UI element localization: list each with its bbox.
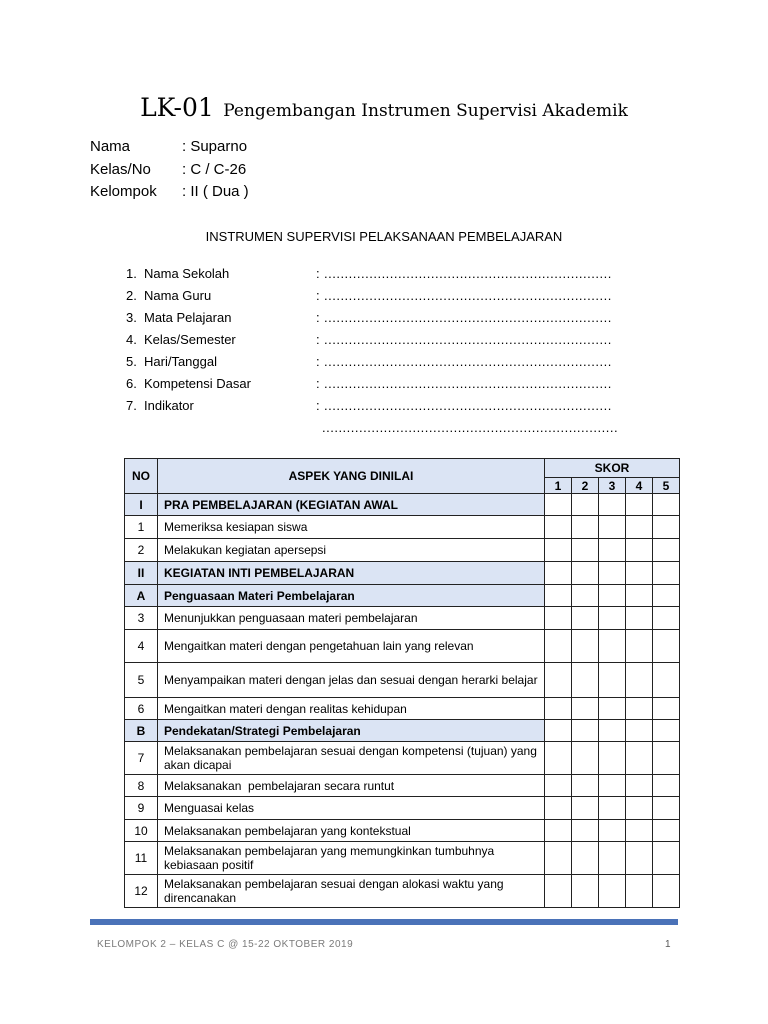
page-number: 1 <box>665 939 671 950</box>
info-separator: : <box>316 398 320 413</box>
score-cell[interactable] <box>653 539 680 562</box>
score-cell[interactable] <box>545 562 572 585</box>
info-label: Indikator <box>144 398 194 413</box>
score-cell[interactable] <box>626 607 653 630</box>
table-row <box>125 797 680 820</box>
score-cell[interactable] <box>626 820 653 842</box>
score-cell[interactable] <box>626 875 653 908</box>
row-aspect: Mengaitkan materi dengan realitas kehidupan <box>158 698 545 720</box>
section-row <box>125 585 680 607</box>
score-cell[interactable] <box>653 630 680 663</box>
score-cell[interactable] <box>599 585 626 607</box>
score-cell[interactable] <box>572 539 599 562</box>
score-cell[interactable] <box>572 742 599 775</box>
info-blank: ...................................................................... <box>324 266 612 281</box>
score-cell[interactable] <box>599 720 626 742</box>
identity-label: Kelas/No <box>90 160 151 178</box>
row-aspect: Memeriksa kesiapan siswa <box>158 516 545 539</box>
score-col-header: 3 <box>599 478 626 494</box>
score-cell[interactable] <box>653 494 680 516</box>
row-number: 12 <box>125 875 158 908</box>
row-aspect: Melaksanakan pembelajaran yang memungkinkan tumbuhnya kebiasaan positif <box>158 842 545 875</box>
score-cell[interactable] <box>572 516 599 539</box>
row-number: II <box>125 562 158 585</box>
score-cell[interactable] <box>653 663 680 698</box>
score-cell[interactable] <box>599 820 626 842</box>
score-cell[interactable] <box>626 742 653 775</box>
identity-value: : II ( Dua ) <box>182 183 249 200</box>
score-cell[interactable] <box>626 720 653 742</box>
info-blank: ...................................................................... <box>324 354 612 369</box>
score-cell[interactable] <box>626 775 653 797</box>
row-number: 5 <box>125 663 158 698</box>
score-cell[interactable] <box>572 630 599 663</box>
score-cell[interactable] <box>599 494 626 516</box>
score-cell[interactable] <box>599 842 626 875</box>
score-cell[interactable] <box>572 585 599 607</box>
score-cell[interactable] <box>572 494 599 516</box>
score-cell[interactable] <box>653 607 680 630</box>
row-aspect: Menyampaikan materi dengan jelas dan sesuai dengan herarki belajar <box>158 663 545 698</box>
score-cell[interactable] <box>653 775 680 797</box>
table-row <box>125 775 680 797</box>
info-row <box>126 310 612 332</box>
instrument-subtitle: INSTRUMEN SUPERVISI PELAKSANAAN PEMBELAJARAN <box>205 229 563 244</box>
identity-row <box>90 161 249 184</box>
row-number: 2 <box>125 539 158 562</box>
score-cell[interactable] <box>545 698 572 720</box>
info-fields <box>126 266 612 420</box>
row-number: 3 <box>125 607 158 630</box>
score-cell[interactable] <box>653 797 680 820</box>
score-cell[interactable] <box>599 797 626 820</box>
table-row <box>125 698 680 720</box>
score-cell[interactable] <box>572 698 599 720</box>
score-cell[interactable] <box>545 539 572 562</box>
info-separator: : <box>316 266 320 281</box>
info-row <box>126 332 612 354</box>
score-cell[interactable] <box>599 516 626 539</box>
footer-text: KELOMPOK 2 – KELAS C @ 15-22 OKTOBER 2019 <box>97 939 354 950</box>
info-blank: ...................................................................... <box>324 332 612 347</box>
score-cell[interactable] <box>572 720 599 742</box>
table-row <box>125 663 680 698</box>
score-cell[interactable] <box>599 562 626 585</box>
info-row <box>126 266 612 288</box>
table-row <box>125 742 680 775</box>
row-number: A <box>125 585 158 607</box>
score-cell[interactable] <box>653 820 680 842</box>
info-blank: ...................................................................... <box>324 310 612 325</box>
table-row <box>125 820 680 842</box>
score-cell[interactable] <box>545 494 572 516</box>
title-code: LK-01 <box>140 93 214 122</box>
table-row <box>125 607 680 630</box>
row-number: 10 <box>125 820 158 842</box>
identity-row <box>90 138 249 161</box>
score-col-header: 4 <box>626 478 653 494</box>
row-number: 11 <box>125 842 158 875</box>
info-separator: : <box>316 310 320 325</box>
score-cell[interactable] <box>653 562 680 585</box>
info-label: Kompetensi Dasar <box>144 376 251 391</box>
score-cell[interactable] <box>545 875 572 908</box>
table-row <box>125 842 680 875</box>
score-cell[interactable] <box>626 494 653 516</box>
score-cell[interactable] <box>653 875 680 908</box>
info-row <box>126 288 612 310</box>
row-aspect: Melaksanakan pembelajaran sesuai dengan kompetensi (tujuan) yang akan dicapai <box>158 742 545 775</box>
score-cell[interactable] <box>626 663 653 698</box>
row-number: 7 <box>125 742 158 775</box>
score-cell[interactable] <box>653 742 680 775</box>
score-cell[interactable] <box>653 516 680 539</box>
row-aspect: PRA PEMBELAJARAN (KEGIATAN AWAL <box>158 494 545 516</box>
info-label: Kelas/Semester <box>144 332 236 347</box>
info-separator: : <box>316 354 320 369</box>
row-aspect: Penguasaan Materi Pembelajaran <box>158 585 545 607</box>
score-cell[interactable] <box>545 585 572 607</box>
info-number: 4. <box>126 332 137 347</box>
info-continuation-blank: ........................................................................ <box>322 420 619 435</box>
info-row <box>126 398 612 420</box>
info-label: Nama Guru <box>144 288 212 303</box>
info-number: 1. <box>126 266 137 281</box>
score-cell[interactable] <box>545 842 572 875</box>
section-row <box>125 494 680 516</box>
score-cell[interactable] <box>599 630 626 663</box>
score-cell[interactable] <box>599 742 626 775</box>
score-cell[interactable] <box>599 607 626 630</box>
score-cell[interactable] <box>572 607 599 630</box>
identity-label: Nama <box>90 138 131 155</box>
identity-label: Kelompok <box>90 183 157 200</box>
section-row <box>125 720 680 742</box>
row-aspect: KEGIATAN INTI PEMBELAJARAN <box>158 562 545 585</box>
score-cell[interactable] <box>626 539 653 562</box>
score-cell[interactable] <box>626 698 653 720</box>
document-title <box>0 93 768 122</box>
score-cell[interactable] <box>572 663 599 698</box>
table-row <box>125 875 680 908</box>
score-col-header: 1 <box>545 478 572 494</box>
row-number: I <box>125 494 158 516</box>
score-cell[interactable] <box>599 875 626 908</box>
table-row <box>125 516 680 539</box>
row-number: 6 <box>125 698 158 720</box>
info-separator: : <box>316 376 320 391</box>
info-blank: ...................................................................... <box>324 376 612 391</box>
row-number: B <box>125 720 158 742</box>
info-number: 5. <box>126 354 137 369</box>
score-cell[interactable] <box>545 820 572 842</box>
score-cell[interactable] <box>626 562 653 585</box>
row-aspect: Melaksanakan pembelajaran sesuai dengan alokasi waktu yang direncanakan <box>158 875 545 908</box>
score-cell[interactable] <box>545 720 572 742</box>
score-cell[interactable] <box>572 820 599 842</box>
score-cell[interactable] <box>545 630 572 663</box>
section-row <box>125 562 680 585</box>
info-number: 3. <box>126 310 137 325</box>
score-cell[interactable] <box>545 516 572 539</box>
row-aspect: Melakukan kegiatan apersepsi <box>158 539 545 562</box>
info-blank: ...................................................................... <box>324 288 612 303</box>
score-cell[interactable] <box>653 698 680 720</box>
header-aspect: ASPEK YANG DINILAI <box>158 459 545 494</box>
table-row <box>125 630 680 663</box>
row-number: 1 <box>125 516 158 539</box>
score-cell[interactable] <box>626 516 653 539</box>
info-label: Nama Sekolah <box>144 266 230 281</box>
score-cell[interactable] <box>545 775 572 797</box>
header-no: NO <box>125 459 158 494</box>
score-cell[interactable] <box>572 775 599 797</box>
info-number: 7. <box>126 398 137 413</box>
score-col-header: 5 <box>653 478 680 494</box>
score-cell[interactable] <box>599 775 626 797</box>
identity-row <box>90 183 249 206</box>
identity-value: : Suparno <box>182 138 248 155</box>
row-number: 8 <box>125 775 158 797</box>
assessment-table <box>124 458 680 908</box>
row-aspect: Menunjukkan penguasaan materi pembelajaran <box>158 607 545 630</box>
footer-divider-bar <box>90 919 678 925</box>
row-number: 4 <box>125 630 158 663</box>
row-aspect: Pendekatan/Strategi Pembelajaran <box>158 720 545 742</box>
score-cell[interactable] <box>599 698 626 720</box>
table-row <box>125 539 680 562</box>
score-cell[interactable] <box>572 562 599 585</box>
info-number: 6. <box>126 376 137 391</box>
score-cell[interactable] <box>545 742 572 775</box>
info-row <box>126 354 612 376</box>
score-cell[interactable] <box>572 797 599 820</box>
info-label: Mata Pelajaran <box>144 310 232 325</box>
score-cell[interactable] <box>545 607 572 630</box>
score-cell[interactable] <box>653 842 680 875</box>
info-row <box>126 376 612 398</box>
title-text: Pengembangan Instrumen Supervisi Akademik <box>223 101 628 121</box>
score-cell[interactable] <box>572 875 599 908</box>
score-cell[interactable] <box>626 797 653 820</box>
score-cell[interactable] <box>626 585 653 607</box>
score-cell[interactable] <box>545 663 572 698</box>
identity-block <box>90 138 249 206</box>
info-separator: : <box>316 332 320 347</box>
score-cell[interactable] <box>653 720 680 742</box>
row-aspect: Mengaitkan materi dengan pengetahuan lain yang relevan <box>158 630 545 663</box>
score-cell[interactable] <box>626 842 653 875</box>
header-score: SKOR <box>545 459 680 478</box>
score-cell[interactable] <box>626 630 653 663</box>
info-number: 2. <box>126 288 137 303</box>
info-label: Hari/Tanggal <box>144 354 217 369</box>
row-aspect: Melaksanakan pembelajaran yang kontekstual <box>158 820 545 842</box>
score-cell[interactable] <box>599 539 626 562</box>
score-cell[interactable] <box>545 797 572 820</box>
score-cell[interactable] <box>599 663 626 698</box>
row-number: 9 <box>125 797 158 820</box>
score-cell[interactable] <box>572 842 599 875</box>
row-aspect: Menguasai kelas <box>158 797 545 820</box>
row-aspect: Melaksanakan pembelajaran secara runtut <box>158 775 545 797</box>
identity-value: : C / C-26 <box>182 160 247 178</box>
info-separator: : <box>316 288 320 303</box>
score-cell[interactable] <box>653 585 680 607</box>
score-col-header: 2 <box>572 478 599 494</box>
info-blank: ...................................................................... <box>324 398 612 413</box>
